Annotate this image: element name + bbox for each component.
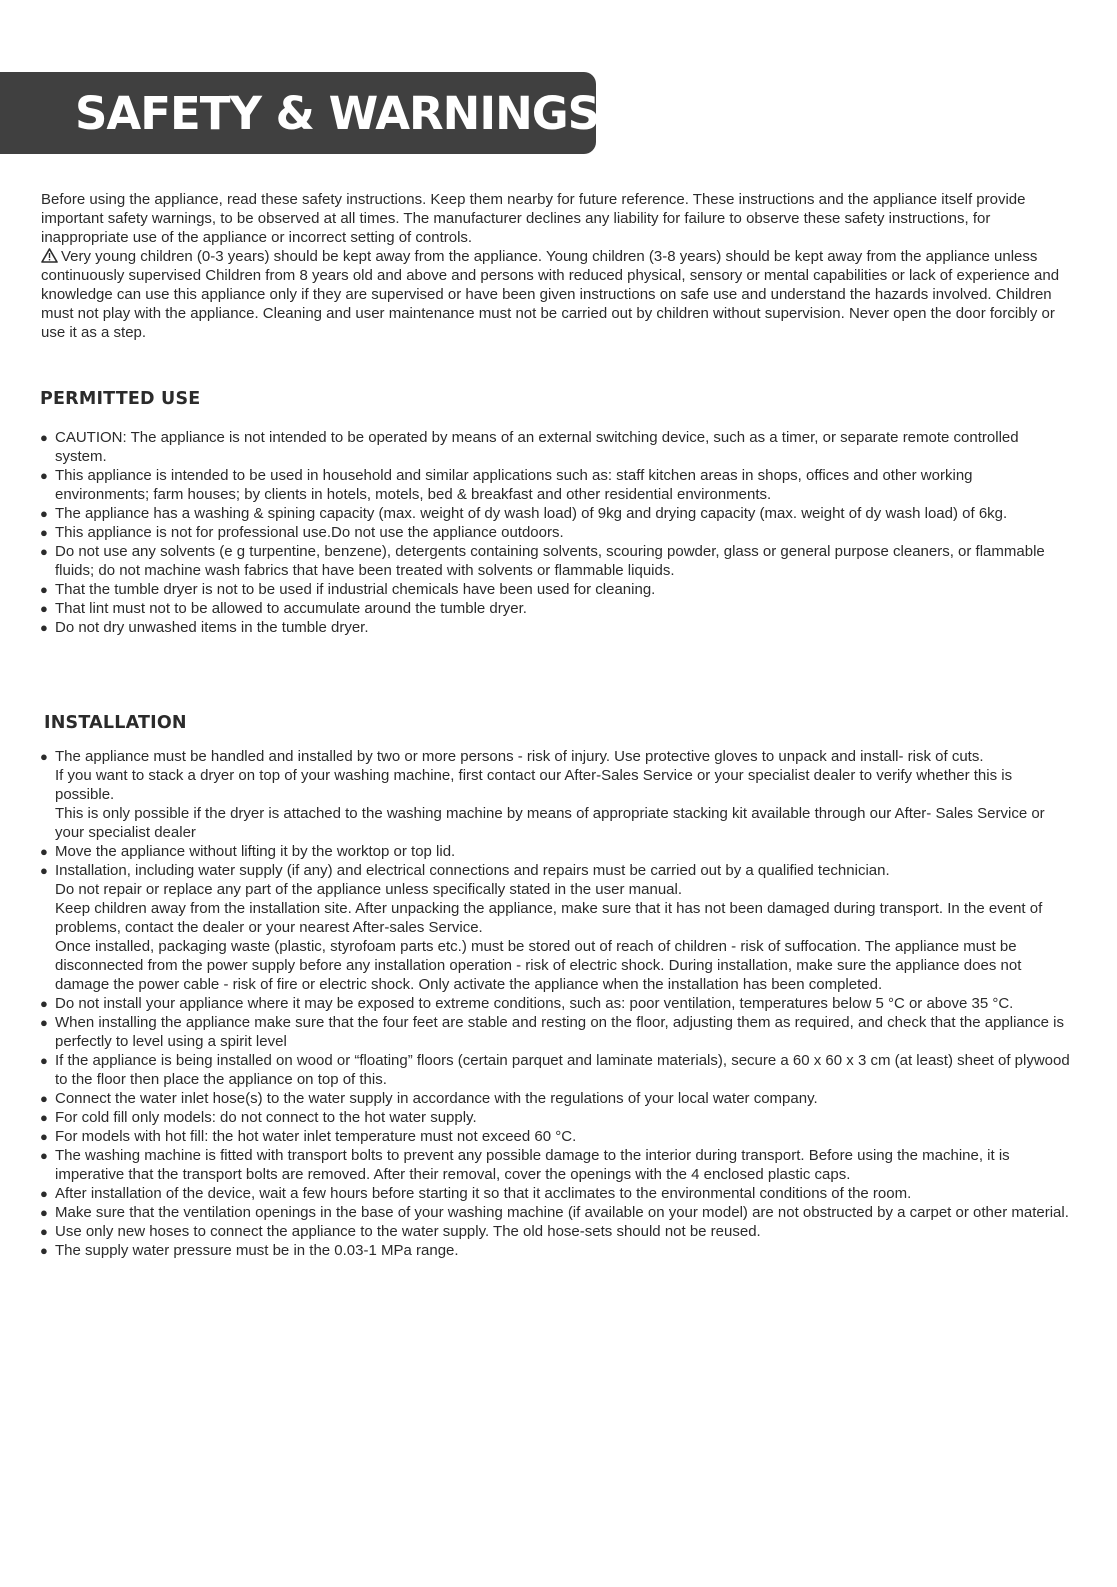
bullet-icon: ● — [40, 1186, 48, 1201]
list-item-text: Do not use any solvents (e g turpentine, benzene), detergents containing solvents, scouring powder, glass or general purpose cleaners, or flammable fluids; do not machine wash fabrics that have been treated with solvents or flammable liquids. — [55, 543, 1045, 579]
bullet-icon: ● — [40, 1091, 48, 1106]
list-item — [40, 1127, 1070, 1146]
list-item — [40, 804, 1070, 842]
warning-triangle-icon — [41, 248, 58, 263]
page-title: SAFETY & WARNINGS — [75, 87, 600, 140]
list-item — [40, 937, 1070, 994]
list-item-text: This is only possible if the dryer is attached to the washing machine by means of appropriate stacking kit available through our After- Sales Service or your specialist dealer — [55, 805, 1045, 841]
bullet-icon: ● — [40, 430, 48, 445]
list-item-text: Do not install your appliance where it may be exposed to extreme conditions, such as: poor ventilation, temperatures below 5 °C or above 35 °C. — [55, 995, 1014, 1012]
list-item-text: The appliance has a washing & spining capacity (max. weight of dy wash load) of 9kg and drying capacity (max. weight of dy wash load) of 6kg. — [55, 505, 1008, 522]
list-item-text: Connect the water inlet hose(s) to the water supply in accordance with the regulations of your local water company. — [55, 1090, 818, 1107]
bullet-icon: ● — [40, 525, 48, 540]
permitted-use-heading: PERMITTED USE — [40, 389, 201, 409]
list-item-text: This appliance is not for professional use.Do not use the appliance outdoors. — [55, 524, 564, 541]
list-item-text: That lint must not to be allowed to accumulate around the tumble dryer. — [55, 600, 527, 617]
list-item — [40, 880, 1070, 899]
list-item — [40, 1184, 1070, 1203]
list-item — [40, 599, 1060, 618]
list-item-text: Do not dry unwashed items in the tumble dryer. — [55, 619, 369, 636]
bullet-icon: ● — [40, 601, 48, 616]
intro-section — [41, 190, 1061, 342]
list-item — [40, 428, 1060, 466]
bullet-icon: ● — [40, 468, 48, 483]
list-item-text: If you want to stack a dryer on top of your washing machine, first contact our After-Sales Service or your specialist dealer to verify whether this is possible. — [55, 767, 1013, 803]
bullet-icon: ● — [40, 582, 48, 597]
bullet-icon: ● — [40, 749, 48, 764]
bullet-icon: ● — [40, 1224, 48, 1239]
list-item — [40, 1013, 1070, 1051]
list-item — [40, 1146, 1070, 1184]
list-item — [40, 1241, 1070, 1260]
list-item — [40, 523, 1060, 542]
list-item-text: If the appliance is being installed on wood or “floating” floors (certain parquet and laminate materials), secure a 60 x 60 x 3 cm (at least) sheet of plywood to the floor then place the appliance on top of this. — [55, 1052, 1070, 1088]
list-item-text: That the tumble dryer is not to be used if industrial chemicals have been used for cleaning. — [55, 581, 656, 598]
bullet-icon: ● — [40, 506, 48, 521]
bullet-icon: ● — [40, 1053, 48, 1068]
bullet-icon: ● — [40, 1110, 48, 1125]
list-item-text: After installation of the device, wait a few hours before starting it so that it acclimates to the environmental conditions of the room. — [55, 1185, 912, 1202]
list-item-text: The appliance must be handled and installed by two or more persons - risk of injury. Use protective gloves to unpack and install- risk of cuts. — [55, 748, 984, 765]
list-item-text: This appliance is intended to be used in household and similar applications such as: staff kitchen areas in shops, offices and other working environments; farm houses; by clients in hotels, motels, bed & breakfast and other residential environments. — [55, 467, 973, 503]
list-item-text: CAUTION: The appliance is not intended to be operated by means of an external switching device, such as a timer, or separate remote controlled system. — [55, 429, 1019, 465]
installation-list — [40, 747, 1070, 1260]
list-item-text: For cold fill only models: do not connect to the hot water supply. — [55, 1109, 477, 1126]
list-item-text: Make sure that the ventilation openings in the base of your washing machine (if available on your model) are not obstructed by a carpet or other material. — [55, 1204, 1069, 1221]
list-item-text: Installation, including water supply (if any) and electrical connections and repairs must be carried out by a qualified technician. — [55, 862, 890, 879]
list-item-text: Move the appliance without lifting it by the worktop or top lid. — [55, 843, 456, 860]
list-item — [40, 1089, 1070, 1108]
bullet-icon: ● — [40, 1148, 48, 1163]
permitted-use-list — [40, 428, 1060, 637]
intro-paragraph: Before using the appliance, read these safety instructions. Keep them nearby for future reference. These instructions and the appliance itself provide important safety warnings, to be observed at all times. The manufacturer declines any liability for failure to observe these safety instructions, for inappropriate use of the appliance or incorrect setting of controls. — [41, 191, 1026, 246]
list-item — [40, 1203, 1070, 1222]
bullet-icon: ● — [40, 544, 48, 559]
list-item-text: Once installed, packaging waste (plastic, styrofoam parts etc.) must be stored out of reach of children - risk of suffocation. The appliance must be disconnected from the power supply before any installation operation - risk of electric shock. During installation, make sure the appliance does not damage the power cable - risk of fire or electric shock. Only activate the appliance when the installation has been completed. — [55, 938, 1022, 993]
list-item-text: The supply water pressure must be in the 0.03-1 MPa range. — [55, 1242, 459, 1259]
bullet-icon: ● — [40, 620, 48, 635]
list-item — [40, 861, 1070, 880]
list-item — [40, 899, 1070, 937]
warning-paragraph — [41, 247, 1061, 342]
list-item-text: The washing machine is fitted with transport bolts to prevent any possible damage to the interior during transport. Before using the machine, it is imperative that the transport bolts are removed. After their removal, cover the openings with the 4 enclosed plastic caps. — [55, 1147, 1010, 1183]
list-item-text: Use only new hoses to connect the appliance to the water supply. The old hose-sets should not be reused. — [55, 1223, 761, 1240]
list-item — [40, 1222, 1070, 1241]
list-item — [40, 766, 1070, 804]
list-item-text: When installing the appliance make sure that the four feet are stable and resting on the floor, adjusting them as required, and check that the appliance is perfectly to level using a spirit level — [55, 1014, 1064, 1050]
bullet-icon: ● — [40, 996, 48, 1011]
list-item — [40, 994, 1070, 1013]
installation-heading: INSTALLATION — [44, 713, 187, 733]
list-item — [40, 466, 1060, 504]
list-item-text: Keep children away from the installation site. After unpacking the appliance, make sure that it has not been damaged during transport. In the event of problems, contact the dealer or your nearest After-sales Service. — [55, 900, 1043, 936]
bullet-icon: ● — [40, 1129, 48, 1144]
warning-text: Very young children (0-3 years) should be kept away from the appliance. Young children (3-8 years) should be kept away from the appliance unless continuously supervised Children from 8 years old and above and persons with reduced physical, sensory or mental capabilities or lack of experience and knowledge can use this appliance only if they are supervised or have been given instructions on safe use and understand the hazards involved. Children must not play with the appliance. Cleaning and user maintenance must not be carried out by children without supervision. Never open the door forcibly or use it as a step. — [41, 248, 1060, 341]
list-item — [40, 580, 1060, 599]
list-item-text: Do not repair or replace any part of the appliance unless specifically stated in the user manual. — [55, 881, 683, 898]
bullet-icon: ● — [40, 1205, 48, 1220]
bullet-icon: ● — [40, 1015, 48, 1030]
list-item — [40, 542, 1060, 580]
list-item — [40, 618, 1060, 637]
list-item-text: For models with hot fill: the hot water inlet temperature must not exceed 60 °C. — [55, 1128, 577, 1145]
bullet-icon: ● — [40, 844, 48, 859]
bullet-icon: ● — [40, 1243, 48, 1258]
list-item — [40, 842, 1070, 861]
bullet-icon: ● — [40, 863, 48, 878]
list-item — [40, 747, 1070, 766]
list-item — [40, 1051, 1070, 1089]
list-item — [40, 1108, 1070, 1127]
list-item — [40, 504, 1060, 523]
